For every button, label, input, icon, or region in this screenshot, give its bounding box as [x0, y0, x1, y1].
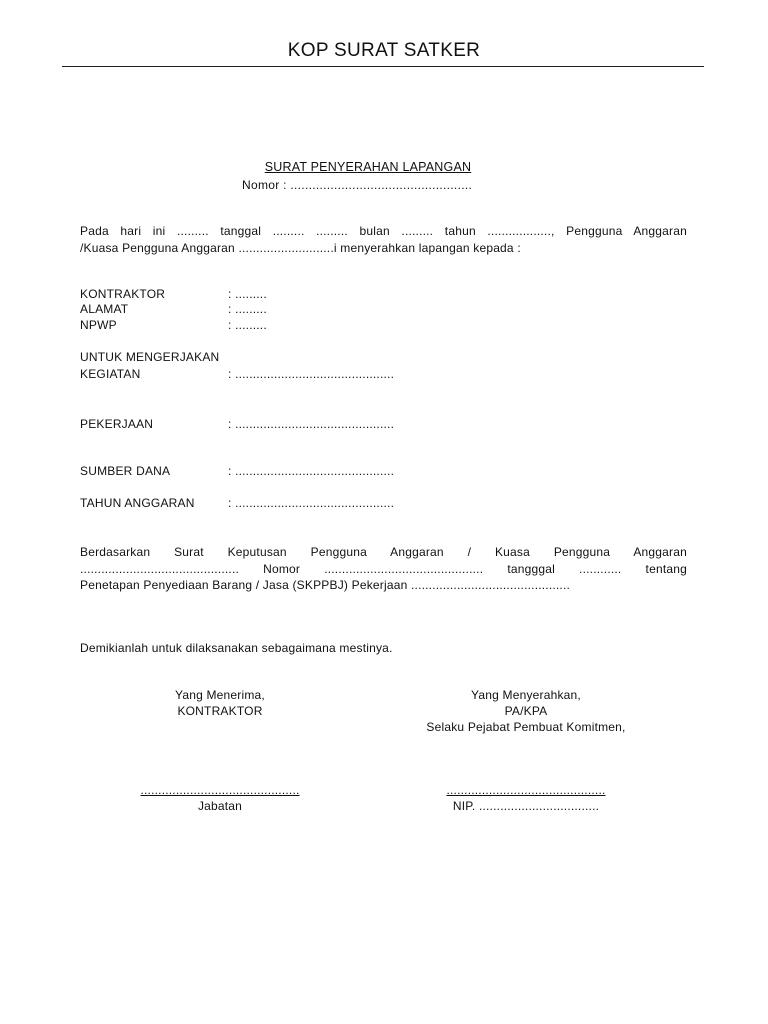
field-value: : ............................................. — [228, 496, 395, 510]
field-label: KONTRAKTOR — [80, 287, 166, 301]
basis-paragraph — [80, 544, 687, 594]
field-value: : ......... — [228, 302, 267, 316]
field-value: : ............................................. — [228, 464, 395, 478]
closing-statement: Demikianlah untuk dilaksanakan sebagaimana mestinya. — [80, 641, 393, 655]
giver-role: PA/KPA — [504, 704, 548, 718]
receiver-role: KONTRAKTOR — [177, 704, 263, 718]
opening-line-1: Pada hari ini ......... tanggal ......... ......... bulan ......... tahun .................., Pengguna Anggaran — [80, 224, 687, 238]
field-value: : ......... — [228, 318, 267, 332]
document-title: SURAT PENYERAHAN LAPANGAN — [264, 160, 472, 174]
receiver-position: Jabatan — [197, 799, 243, 813]
field-label: TAHUN ANGGARAN — [80, 496, 195, 510]
basis-line-3: Penetapan Penyediaan Barang / Jasa (SKPPBJ) Pekerjaan ............................................. — [80, 578, 571, 592]
basis-line-1: Berdasarkan Surat Keputusan Pengguna Anggaran / Kuasa Pengguna Anggaran — [80, 545, 687, 559]
giver-nip: NIP. .................................. — [452, 799, 600, 813]
field-label: PEKERJAAN — [80, 417, 154, 431]
document-number: Nomor : .................................................. — [242, 178, 473, 192]
field-label: NPWP — [80, 318, 117, 332]
giver-greeting: Yang Menyerahkan, — [471, 688, 581, 702]
receiver-greeting: Yang Menerima, — [175, 688, 265, 702]
field-value: : ............................................. — [228, 417, 395, 431]
letterhead-divider — [62, 66, 704, 67]
field-label: KEGIATAN — [80, 367, 141, 381]
field-label: SUMBER DANA — [80, 464, 171, 478]
basis-line-2: ............................................. Nomor ............................................. tangggal ............ tentang — [80, 561, 687, 576]
opening-line-2: /Kuasa Pengguna Anggaran ...........................i menyerahkan lapangan kepada : — [80, 240, 521, 255]
untuk-mengerjakan-label: UNTUK MENGERJAKAN — [80, 350, 220, 364]
field-value: : ............................................. — [228, 367, 395, 381]
opening-paragraph — [80, 223, 687, 256]
field-label: ALAMAT — [80, 302, 129, 316]
letterhead-title: KOP SURAT SATKER — [287, 40, 481, 61]
receiver-signature-line: ............................................. — [140, 783, 300, 797]
giver-signature-line: ............................................. — [446, 783, 606, 797]
field-value: : ......... — [228, 287, 267, 301]
giver-title: Selaku Pejabat Pembuat Komitmen, — [426, 720, 626, 734]
